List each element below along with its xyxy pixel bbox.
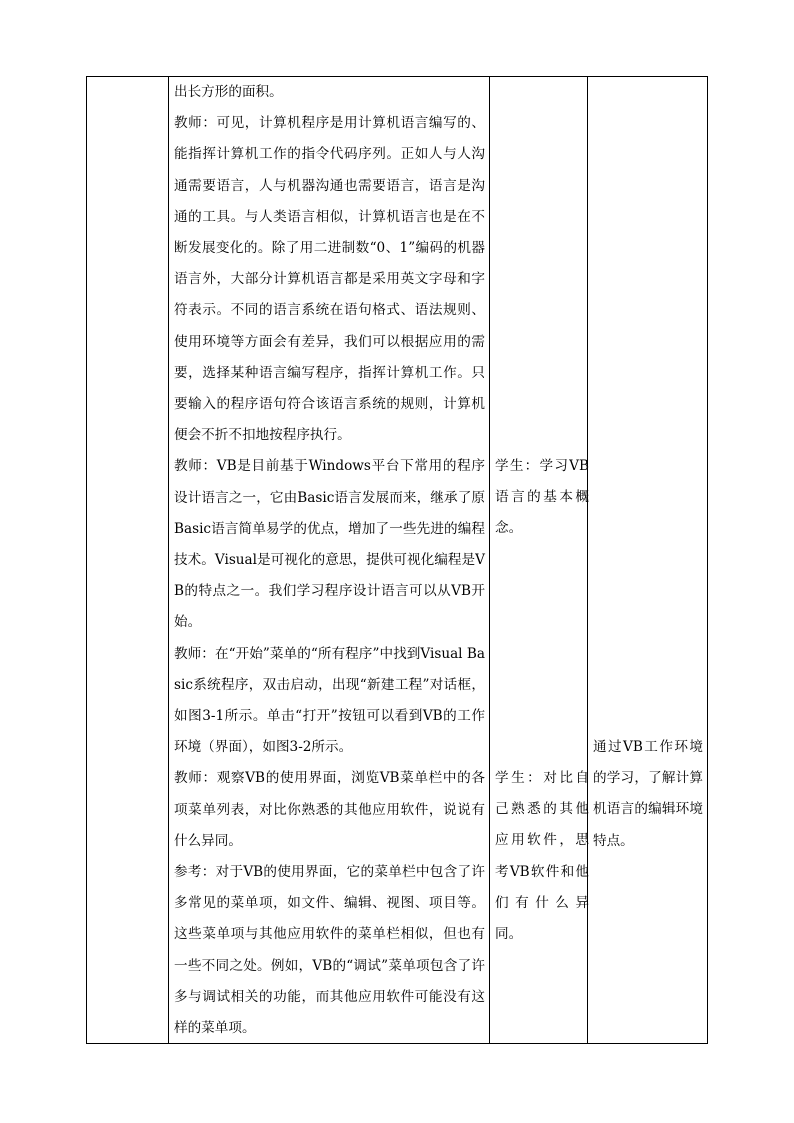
student-activity-cell	[495, 763, 589, 950]
lesson-table	[86, 76, 708, 1044]
student-note: 学生：对比自己熟悉的其他应用软件，思考VB软件和他们有什么异同。	[495, 770, 589, 943]
design-intent-note: 通过VB工作环境的学习，了解计算机语言的编辑环境特点。	[593, 739, 703, 849]
teacher-paragraph: 教师：在“开始”菜单的“所有程序”中找到Visual Basic系统程序，双击启动，出现“新建工程”对话框，如图3-1所示。单击“打开”按钮可以看到VB的工作环境（界面），如图3-2所示。	[174, 645, 485, 756]
column-divider	[168, 77, 169, 1043]
student-activity-cell	[495, 451, 589, 545]
teacher-paragraph: 教师：VB是目前基于Windows平台下常用的程序设计语言之一，它由Basic语言发展而来，继承了原Basic语言简单易学的优点，增加了一些先进的编程技术。Visual是可视化的意思，提供可视化编程是VB的特点之一。我们学习程序设计语言可以从VB开始。	[174, 458, 485, 631]
column-divider	[489, 77, 490, 1043]
teacher-paragraph: 教师：观察VB的使用界面，浏览VB菜单栏中的各项菜单列表，对比你熟悉的其他应用软件，说说有什么异同。	[174, 770, 485, 849]
student-note: 学生：学习VB语言的基本概念。	[495, 458, 589, 537]
teacher-activity-cell	[174, 77, 485, 1044]
teacher-paragraph: 教师：可见，计算机程序是用计算机语言编写的、能指挥计算机工作的指令代码序列。正如人与人沟通需要语言，人与机器沟通也需要语言，语言是沟通的工具。与人类语言相似，计算机语言也是在不断发展变化的。除了用二进制数“0、1”编码的机器语言外，大部分计算机语言都是采用英文字母和字符表示。不同的语言系统在语句格式、语法规则、使用环境等方面会有差异，我们可以根据应用的需要，选择某种语言编写程序，指挥计算机工作。只要输入的程序语句符合该语言系统的规则，计算机便会不折不扣地按程序执行。	[174, 115, 485, 444]
design-intent-cell	[593, 732, 703, 857]
teacher-paragraph: 出长方形的面积。	[174, 84, 283, 100]
teacher-paragraph: 参考：对于VB的使用界面，它的菜单栏中包含了许多常见的菜单项，如文件、编辑、视图、项目等。这些菜单项与其他应用软件的菜单栏相似，但也有一些不同之处。例如，VB的“调试”菜单项包含了许多与调试相关的功能，而其他应用软件可能没有这样的菜单项。	[174, 864, 485, 1037]
